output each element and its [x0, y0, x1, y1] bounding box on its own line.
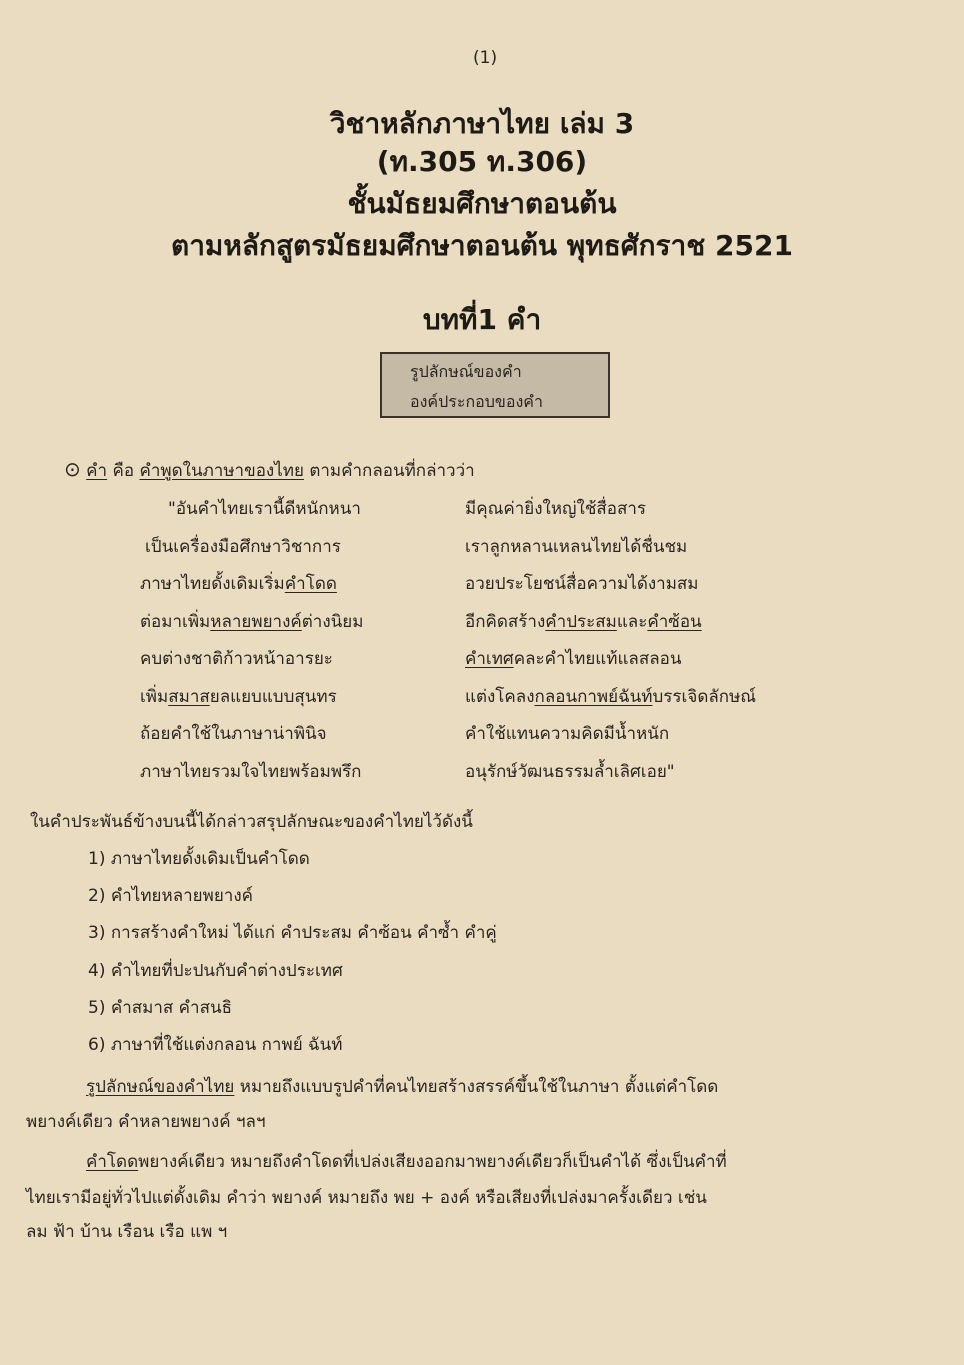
poem-left-verse — [140, 608, 363, 635]
page-number: (1) — [473, 48, 498, 68]
poem-segment: คำใช้แทนความคิดมีน้ำหนัก — [465, 724, 670, 744]
poem-segment: แต่งโคลง — [465, 686, 535, 707]
poem-right-verse — [465, 608, 702, 635]
chapter-heading: บทที่1 คำ — [422, 303, 542, 336]
poem-segment: คละคำไทยแท้แลสลอน — [513, 649, 682, 669]
poem-right-verse — [465, 495, 646, 522]
title-line-1: วิชาหลักภาษาไทย เล่ม 3 — [329, 107, 635, 140]
poem-segment: และ — [616, 611, 648, 632]
poem-segment: คบต่างชาติก้าวหน้าอารยะ — [140, 649, 333, 669]
list-item: 2) คำไทยหลายพยางค์ — [88, 886, 254, 907]
poem-segment: เพิ่ม — [140, 686, 169, 707]
poem-left-verse — [140, 570, 337, 597]
poem-right-verse — [465, 758, 675, 785]
poem-segment: ยลแยบแบบสุนทร — [209, 686, 337, 707]
intro-definition: คำพูดในภาษาของไทย — [139, 461, 304, 481]
list-item: 5) คำสมาส คำสนธิ — [88, 997, 232, 1018]
poem-segment: อีกคิดสร้าง — [465, 611, 546, 632]
poem-left-verse — [140, 720, 327, 747]
intro-rest: ตามคำกลอนที่กล่าวว่า — [303, 461, 475, 481]
poem-segment: คำโดด — [284, 574, 337, 594]
list-item: 4) คำไทยที่ปะปนกับคำต่างประเทศ — [88, 960, 343, 981]
paragraph-2-line-3: ลม ฟ้า บ้าน เรือน เรือ แพ ฯ — [26, 1222, 228, 1242]
title-line-2: (ท.305 ท.306) — [376, 145, 588, 178]
poem-segment: ต่างนิยม — [301, 611, 364, 632]
paragraph-2-line-1 — [86, 1148, 727, 1175]
poem-segment: คำเทศ — [465, 649, 514, 669]
list-item: 1) ภาษาไทยดั้งเดิมเป็นคำโดด — [88, 849, 310, 869]
poem-segment: กลอนกาพย์ฉันท์ — [534, 686, 653, 707]
poem-segment: "อันคำไทยเรานี้ดีหนักหนา — [168, 499, 361, 519]
intro-is: คือ — [107, 461, 140, 481]
poem-segment: หลายพยางค์ — [210, 611, 302, 632]
paragraph-1-line-1 — [86, 1073, 718, 1100]
poem-right-verse — [465, 570, 699, 597]
poem-segment: ภาษาไทยรวมใจไทยพร้อมพรึก — [140, 761, 362, 782]
paragraph-2-line-2: ไทยเรามีอยู่ทั่วไปแต่ดั้งเดิม คำว่า พยางค์ หมายถึง พย + องค์ หรือเสียงที่เปล่งมาครั้งเดียว เช่น — [26, 1188, 707, 1208]
para2-term: คำโดด — [86, 1152, 139, 1172]
poem-segment: สมาส — [168, 686, 210, 707]
list-item: 6) ภาษาที่ใช้แต่งกลอน กาพย์ ฉันท์ — [88, 1035, 343, 1055]
poem-segment: คำซ้อน — [647, 611, 702, 632]
topic-box — [380, 352, 610, 418]
poem-right-verse — [465, 683, 756, 710]
poem-left-verse — [140, 758, 361, 785]
poem-segment: บรรเจิดลักษณ์ — [652, 686, 757, 707]
topic-box-line-1: รูปลักษณ์ของคำ — [410, 362, 522, 381]
poem-segment: คำประสม — [545, 611, 617, 632]
poem-right-verse — [465, 720, 669, 747]
bullet-icon: ⊙ — [64, 457, 81, 481]
title-line-3: ชั้นมัธยมศึกษาตอนต้น — [347, 187, 617, 220]
poem-segment: ภาษาไทยดั้งเดิมเริ่ม — [140, 574, 285, 594]
poem-right-verse — [465, 533, 687, 560]
title-line-4: ตามหลักสูตรมัธยมศึกษาตอนต้น พุทธศักราช 2521 — [171, 229, 793, 262]
para1-text: หมายถึงแบบรูปคำที่คนไทยสร้างสรรค์ขึ้นใช้ในภาษา ตั้งแต่คำโดด — [234, 1077, 719, 1097]
poem-segment: ต่อมาเพิ่ม — [140, 611, 211, 632]
para1-term: รูปลักษณ์ของคำไทย — [86, 1077, 235, 1097]
para2-text: พยางค์เดียว หมายถึงคำโดดที่เปล่งเสียงออกมาพยางค์เดียวก็เป็นคำได้ ซึ่งเป็นคำที่ — [138, 1152, 727, 1172]
poem-right-verse — [465, 645, 681, 672]
list-item: 3) การสร้างคำใหม่ ได้แก่ คำประสม คำซ้อน คำซ้ำ คำคู่ — [88, 923, 497, 944]
poem-segment: มีคุณค่ายิ่งใหญ่ใช้สื่อสาร — [465, 499, 646, 519]
poem-left-verse — [168, 495, 361, 522]
poem-segment: อวยประโยชน์สื่อความได้งามสม — [465, 574, 699, 594]
intro-line — [64, 457, 475, 484]
poem-left-verse — [140, 645, 333, 672]
intro-term: คำ — [86, 461, 108, 481]
summary-intro: ในคำประพันธ์ข้างบนนี้ได้กล่าวสรุปลักษณะของคำไทยไว้ดังนี้ — [30, 812, 473, 832]
poem-segment: อนุรักษ์วัฒนธรรมล้ำเลิศเอย" — [465, 761, 675, 782]
paragraph-1-line-2: พยางค์เดียว คำหลายพยางค์ ฯลฯ — [26, 1112, 266, 1132]
poem-left-verse — [140, 683, 337, 710]
poem-left-verse — [145, 533, 341, 560]
poem-segment: เราลูกหลานเหลนไทยได้ชื่นชม — [465, 536, 688, 557]
poem-segment: ถ้อยคำใช้ในภาษาน่าพินิจ — [140, 724, 327, 744]
topic-box-line-2: องค์ประกอบของคำ — [410, 392, 543, 411]
poem-segment: เป็นเครื่องมือศึกษาวิชาการ — [145, 536, 341, 557]
